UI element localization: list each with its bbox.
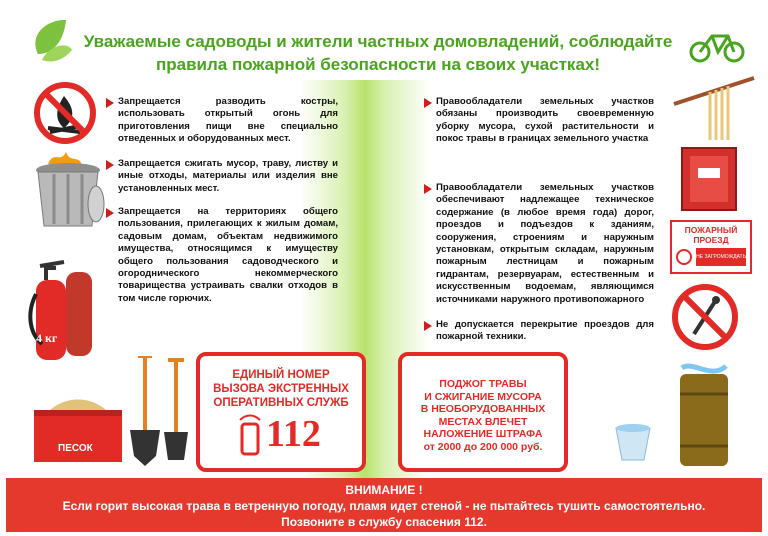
leaf-logo-icon (28, 14, 74, 68)
bullet-arrow-icon (106, 98, 114, 108)
right-rule-1: Правообладатели земельных участков обязаны производить своевременную уборку мусора, сухой растительности и покос травы в границах земельного участка (436, 96, 654, 145)
sand-label: ПЕСОК (58, 443, 93, 454)
fine-line-2: И СЖИГАНИЕ МУСОРА (424, 390, 542, 403)
banner-line-1: Если горит высокая трава в ветренную погоду, пламя идет стеной - не пытайтесь тушить самостоятельно. (62, 499, 706, 513)
left-rule-2: Запрещается сжигать мусор, траву, листву и иные отходы, материалы или изделия вне установленных мест. (118, 158, 338, 194)
sand-box-icon (30, 396, 126, 466)
fire-extinguishers-icon (26, 254, 114, 364)
trash-bin-fire-icon (30, 150, 106, 230)
title-line-2: правила пожарной безопасности на своих участках! (155, 55, 601, 74)
emergency-line-1: ЕДИНЫЙ НОМЕР (232, 369, 330, 381)
fire-lane-sign (670, 220, 752, 274)
left-rule-3: Запрещается на территориях общего пользования, прилегающих к жилым домам, садовым домам, объектам недвижимого имущества, относящимся к имуществу общего пользования садоводческого и огороднического некоммерческого товарищества устраивать свалки отходов в том числе горючих. (118, 206, 338, 304)
title-line-1: Уважаемые садоводы и жители частных домовладений, соблюдайте (83, 32, 673, 51)
fine-line-1: ПОДЖОГ ТРАВЫ (439, 378, 527, 390)
emergency-line-3: ОПЕРАТИВНЫХ СЛУЖБ (213, 397, 349, 409)
banner-heading: ВНИМАНИЕ ! (345, 483, 423, 497)
emergency-number-panel (196, 352, 366, 472)
bullet-arrow-icon (424, 184, 432, 194)
fine-line-3: В НЕОБОРУДОВАННЫХ (420, 403, 546, 415)
page-title (78, 30, 678, 76)
warning-banner (6, 478, 762, 532)
fine-line-5: НАЛОЖЕНИЕ ШТРАФА (423, 428, 543, 440)
right-rule-2: Правообладатели земельных участков обеспечивают надлежащее техническое содержание (в любое время года) дорог, проездов и подъездов к зданиям, сооружения, строениям и наружным установкам, открытым складам, наружным пожарным лестницам и пожарным гидрантам, резервуарам, естественным и искусственным водоемам, являющимся источниками наружного противопожарного (436, 182, 654, 305)
no-parking-label: НЕ ЗАГРОМОЖДАТЬ (696, 248, 746, 266)
water-bucket-icon (612, 384, 654, 464)
rake-icon (670, 74, 760, 144)
bullet-arrow-icon (424, 321, 432, 331)
no-smoking-icon (672, 284, 738, 350)
fine-warning-panel (398, 352, 568, 472)
emergency-line-2: ВЫЗОВА ЭКСТРЕННЫХ (213, 383, 349, 395)
bullet-arrow-icon (106, 160, 114, 170)
fine-line-6: от 2000 до 200 000 руб. (423, 440, 543, 453)
extinguisher-weight-label: 4 кг (36, 331, 58, 345)
fine-line-4: МЕСТАХ ВЛЕЧЕТ (438, 415, 528, 428)
fire-cabinet-icon (680, 146, 738, 212)
match-icon (678, 290, 732, 344)
no-parking-icon (676, 249, 692, 265)
no-campfire-icon (34, 82, 96, 144)
right-rule-3: Не допускается перекрытие проездов для пожарной техники. (436, 319, 654, 343)
banner-line-2: Позвоните в службу спасения 112. (281, 515, 487, 529)
emergency-number: 112 (266, 413, 321, 455)
bicycle-icon (688, 28, 748, 64)
mobile-phone-icon (236, 414, 262, 458)
fire-lane-label-1: ПОЖАРНЫЙ (684, 225, 738, 235)
water-barrel-icon (672, 360, 736, 470)
campfire-icon (40, 88, 90, 138)
shovels-icon (124, 356, 192, 468)
bullet-arrow-icon (424, 98, 432, 108)
bullet-arrow-icon (106, 208, 114, 218)
fire-lane-label-2: ПРОЕЗД (693, 235, 729, 245)
left-rule-1: Запрещается разводить костры, использовать открытый огонь для приготовления пищи вне специально отведенных и оборудованных мест. (118, 96, 338, 145)
